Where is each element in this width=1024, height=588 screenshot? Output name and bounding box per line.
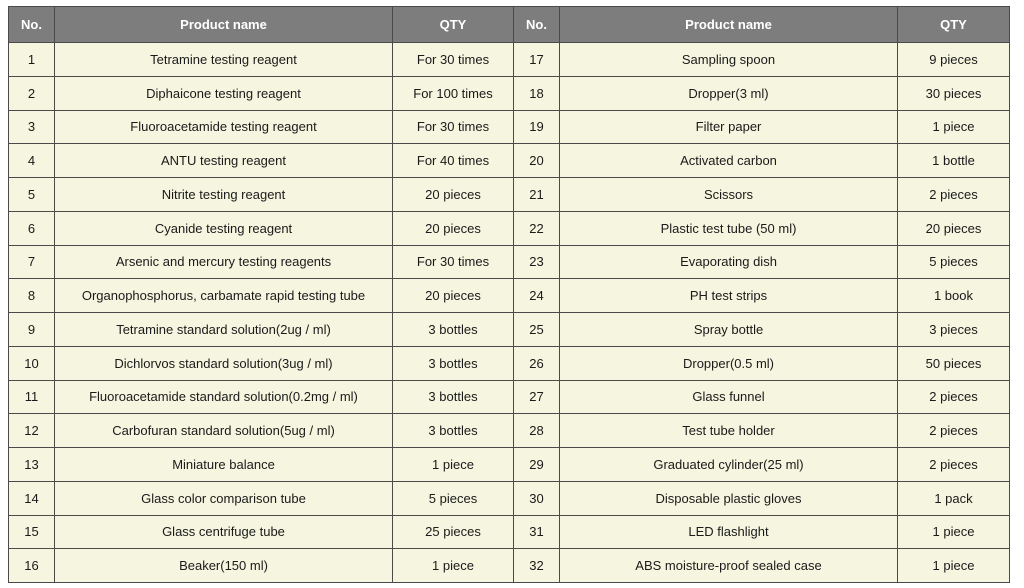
quantity: 1 pack	[898, 481, 1010, 515]
product-name: Evaporating dish	[560, 245, 898, 279]
product-name: Diphaicone testing reagent	[55, 76, 393, 110]
item-number: 3	[9, 110, 55, 144]
header-qty: QTY	[898, 7, 1010, 43]
quantity: 1 bottle	[898, 144, 1010, 178]
product-name: Glass centrifuge tube	[55, 515, 393, 549]
header-qty: QTY	[393, 7, 514, 43]
table-row	[9, 515, 1010, 549]
product-name: Arsenic and mercury testing reagents	[55, 245, 393, 279]
quantity: 50 pieces	[898, 346, 1010, 380]
quantity: 1 book	[898, 279, 1010, 313]
product-name: Dichlorvos standard solution(3ug / ml)	[55, 346, 393, 380]
item-number: 32	[514, 549, 560, 583]
item-number: 21	[514, 178, 560, 212]
quantity: 1 piece	[393, 448, 514, 482]
item-number: 4	[9, 144, 55, 178]
table-row	[9, 346, 1010, 380]
quantity: 3 bottles	[393, 414, 514, 448]
quantity: 5 pieces	[393, 481, 514, 515]
quantity: 3 bottles	[393, 313, 514, 347]
product-inventory-table	[8, 6, 1010, 583]
item-number: 18	[514, 76, 560, 110]
quantity: 2 pieces	[898, 380, 1010, 414]
item-number: 29	[514, 448, 560, 482]
item-number: 8	[9, 279, 55, 313]
item-number: 28	[514, 414, 560, 448]
table-row	[9, 380, 1010, 414]
item-number: 23	[514, 245, 560, 279]
item-number: 27	[514, 380, 560, 414]
item-number: 13	[9, 448, 55, 482]
quantity: 1 piece	[393, 549, 514, 583]
quantity: 3 bottles	[393, 380, 514, 414]
product-name: Cyanide testing reagent	[55, 211, 393, 245]
product-name: Beaker(150 ml)	[55, 549, 393, 583]
product-name: Tetramine standard solution(2ug / ml)	[55, 313, 393, 347]
product-name: Dropper(0.5 ml)	[560, 346, 898, 380]
quantity: 30 pieces	[898, 76, 1010, 110]
table-row	[9, 76, 1010, 110]
item-number: 19	[514, 110, 560, 144]
quantity: 1 piece	[898, 515, 1010, 549]
table-row	[9, 414, 1010, 448]
item-number: 17	[514, 43, 560, 77]
product-name: ABS moisture-proof sealed case	[560, 549, 898, 583]
product-name: Organophosphorus, carbamate rapid testing tube	[55, 279, 393, 313]
product-name: Test tube holder	[560, 414, 898, 448]
quantity: 9 pieces	[898, 43, 1010, 77]
product-name: Activated carbon	[560, 144, 898, 178]
product-name: Scissors	[560, 178, 898, 212]
quantity: 3 bottles	[393, 346, 514, 380]
quantity: 1 piece	[898, 110, 1010, 144]
quantity: For 30 times	[393, 110, 514, 144]
product-name: Dropper(3 ml)	[560, 76, 898, 110]
quantity: 20 pieces	[393, 178, 514, 212]
header-no: No.	[514, 7, 560, 43]
table-row	[9, 279, 1010, 313]
product-name: Glass funnel	[560, 380, 898, 414]
item-number: 14	[9, 481, 55, 515]
item-number: 10	[9, 346, 55, 380]
quantity: For 30 times	[393, 245, 514, 279]
table-row	[9, 313, 1010, 347]
product-name: Tetramine testing reagent	[55, 43, 393, 77]
item-number: 11	[9, 380, 55, 414]
product-name: Graduated cylinder(25 ml)	[560, 448, 898, 482]
product-name: PH test strips	[560, 279, 898, 313]
product-name: Carbofuran standard solution(5ug / ml)	[55, 414, 393, 448]
product-name: Spray bottle	[560, 313, 898, 347]
quantity: 20 pieces	[393, 211, 514, 245]
table-row	[9, 178, 1010, 212]
product-name: Filter paper	[560, 110, 898, 144]
header-product-name: Product name	[55, 7, 393, 43]
table-row	[9, 481, 1010, 515]
table-body	[9, 43, 1010, 583]
table-row	[9, 110, 1010, 144]
header-row	[9, 7, 1010, 43]
product-name: Disposable plastic gloves	[560, 481, 898, 515]
product-name: Fluoroacetamide testing reagent	[55, 110, 393, 144]
product-name: Plastic test tube (50 ml)	[560, 211, 898, 245]
table-row	[9, 549, 1010, 583]
item-number: 25	[514, 313, 560, 347]
product-name: Sampling spoon	[560, 43, 898, 77]
quantity: 20 pieces	[898, 211, 1010, 245]
product-name: Miniature balance	[55, 448, 393, 482]
header-product-name: Product name	[560, 7, 898, 43]
item-number: 15	[9, 515, 55, 549]
item-number: 6	[9, 211, 55, 245]
table-row	[9, 448, 1010, 482]
quantity: 25 pieces	[393, 515, 514, 549]
header-no: No.	[9, 7, 55, 43]
table-row	[9, 211, 1010, 245]
product-name: Fluoroacetamide standard solution(0.2mg / ml)	[55, 380, 393, 414]
item-number: 1	[9, 43, 55, 77]
quantity: For 40 times	[393, 144, 514, 178]
table-row	[9, 43, 1010, 77]
quantity: For 30 times	[393, 43, 514, 77]
product-name: Glass color comparison tube	[55, 481, 393, 515]
quantity: 2 pieces	[898, 178, 1010, 212]
quantity: 5 pieces	[898, 245, 1010, 279]
product-name: LED flashlight	[560, 515, 898, 549]
item-number: 24	[514, 279, 560, 313]
quantity: 2 pieces	[898, 414, 1010, 448]
item-number: 26	[514, 346, 560, 380]
table-row	[9, 144, 1010, 178]
item-number: 20	[514, 144, 560, 178]
table-row	[9, 245, 1010, 279]
item-number: 2	[9, 76, 55, 110]
quantity: 20 pieces	[393, 279, 514, 313]
quantity: For 100 times	[393, 76, 514, 110]
item-number: 12	[9, 414, 55, 448]
quantity: 1 piece	[898, 549, 1010, 583]
item-number: 22	[514, 211, 560, 245]
item-number: 9	[9, 313, 55, 347]
quantity: 3 pieces	[898, 313, 1010, 347]
item-number: 30	[514, 481, 560, 515]
quantity: 2 pieces	[898, 448, 1010, 482]
item-number: 16	[9, 549, 55, 583]
item-number: 31	[514, 515, 560, 549]
item-number: 5	[9, 178, 55, 212]
product-name: Nitrite testing reagent	[55, 178, 393, 212]
product-name: ANTU testing reagent	[55, 144, 393, 178]
item-number: 7	[9, 245, 55, 279]
